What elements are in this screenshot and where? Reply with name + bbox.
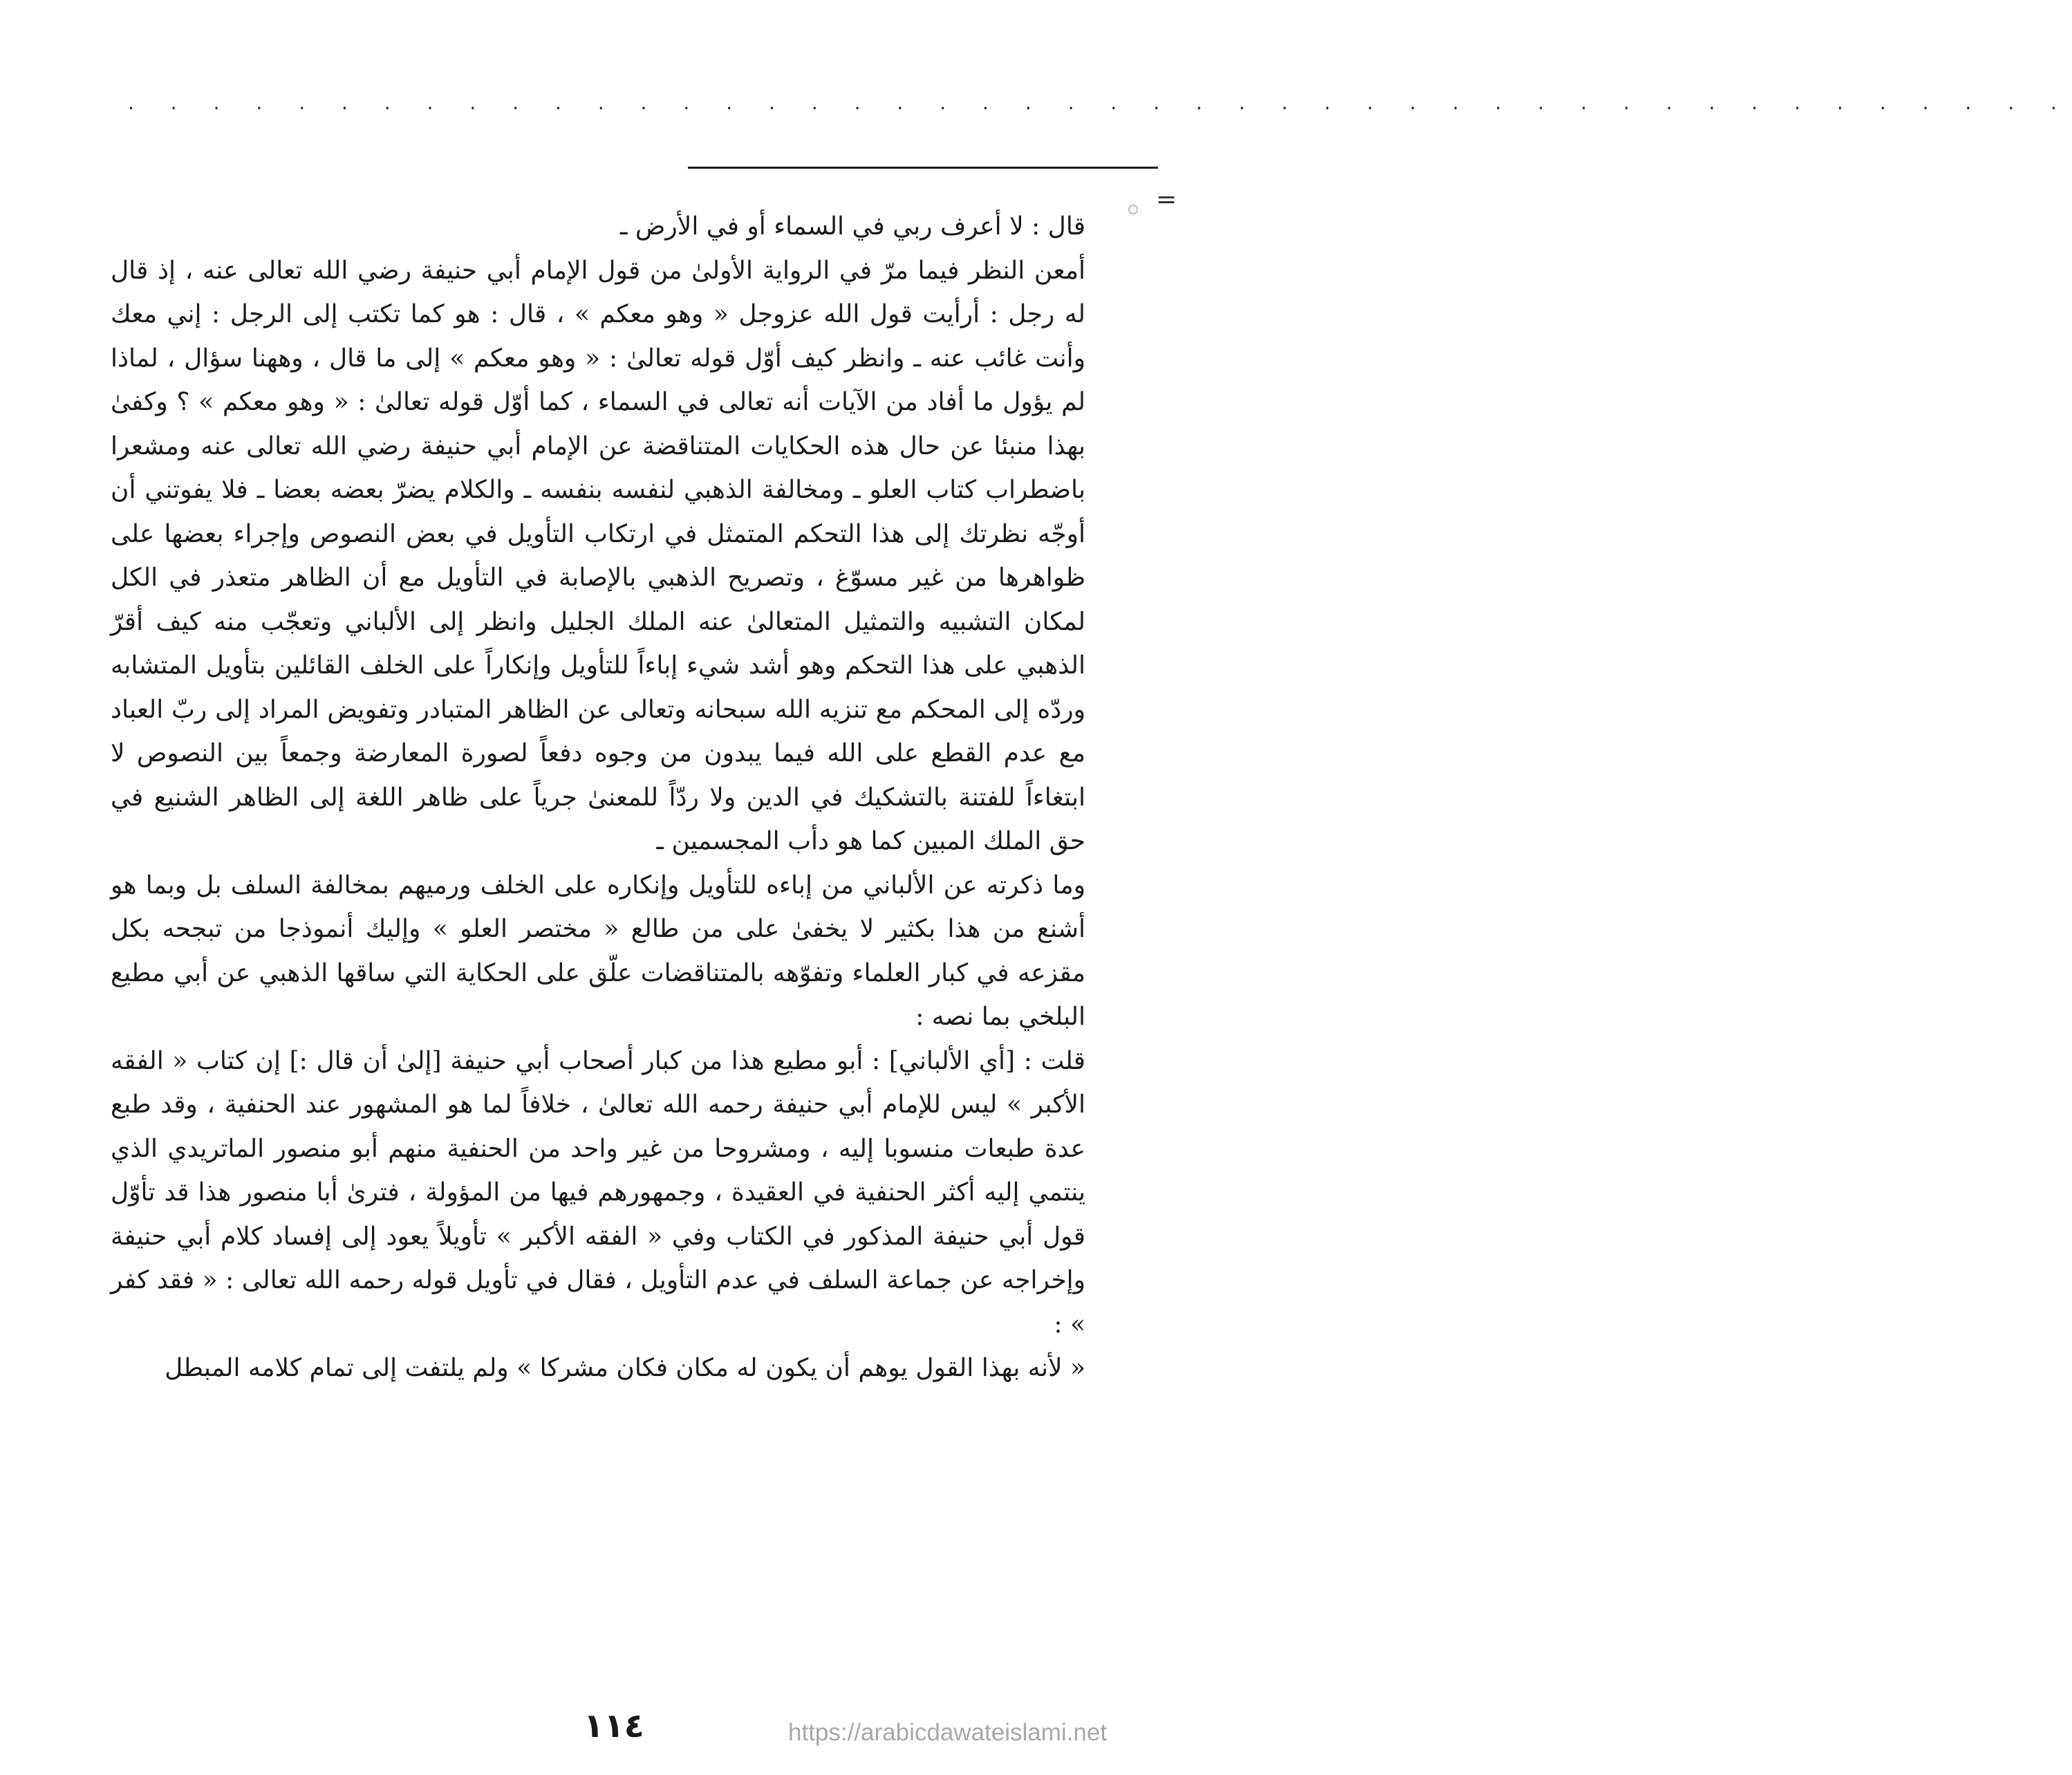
paragraph-3: وما ذكرته عن الألباني من إباءه للتأويل وإنكاره على الخلف ورميهم بمخالفة السلف بل وبما هو أشنع من هذا بكثير لا يخفىٰ على من طالع « مختصر العلو » وإليك أنموذجا من تبجحه بكل مقزعه في كبار العلماء وتفوّهه بالمتناقضات علّق على الحكاية التي ساقها الذهبي عن أبي مطيع البلخي بما نصه :: [111, 871, 1085, 1031]
dotted-separator: · · · · · · · · · · · · · · · · · · · · · · · · · · · · · · · · · · · · · · · · · · · · · ·: [128, 97, 2072, 120]
paragraph-5: « لأنه بهذا القول يوهم أن يكون له مكان فكان مشركا » ولم يلتفت إلى تمام كلامه المبطل: [165, 1354, 1085, 1382]
margin-circle-icon: [1128, 205, 1138, 214]
page-body: [111, 205, 1085, 1391]
header-rule: [688, 167, 1158, 169]
paragraph-1: قال : لا أعرف ربي في السماء أو في الأرض ـ: [619, 212, 1085, 241]
paragraph-4: قلت : [أي الألباني] : أبو مطيع هذا من كبار أصحاب أبي حنيفة [إلىٰ أن قال :] إن كتاب « الفقه الأكبر » ليس للإمام أبي حنيفة رحمه الله تعالىٰ ، خلافاً لما هو المشهور عند الحنفية ، وقد طبع عدة طبعات منسوبا إليه ، ومشروحا من غير واحد من الحنفية منهم أبو منصور الماتريدي الذي ينتمي إليه أكثر الحنفية في العقيدة ، وجمهورهم فيها من المؤولة ، فترىٰ أبا منصور هذا قد تأوّل قول أبي حنيفة المذكور في الكتاب وفي « الفقه الأكبر » تأويلاً يعود إلى إفساد كلام أبي حنيفة وإخراجه عن جماعة السلف في عدم التأويل ، فقال في تأويل قوله رحمه الله تعالى : « فقد كفر » :: [111, 1046, 1085, 1339]
paragraph-2: أمعن النظر فيما مرّ في الرواية الأولىٰ من قول الإمام أبي حنيفة رضي الله تعالى عنه ، إذ قال له رجل : أرأيت قول الله عزوجل « وهو معكم » ، قال : هو كما تكتب إلى الرجل : إني معك وأنت غائب عنه ـ وانظر كيف أوّل قوله تعالىٰ : « وهو معكم » إلى ما قال ، وههنا سؤال ، لماذا لم يؤول ما أفاد من الآيات أنه تعالى في السماء ، كما أوّل قوله تعالىٰ : « وهو معكم » ؟ وكفىٰ بهذا منبئا عن حال هذه الحكايات المتناقضة عن الإمام أبي حنيفة رضي الله تعالى عنه ومشعرا باضطراب كتاب العلو ـ ومخالفة الذهبي لنفسه بنفسه ـ والكلام يضرّ بعضه بعضا ـ فلا يفوتني أن أوجّه نظرتك إلى هذا التحكم المتمثل في ارتكاب التأويل في بعض النصوص وإجراء بعضها على ظواهرها من غير مسوّغ ، وتصريح الذهبي بالإصابة في التأويل مع أن الظاهر متعذر في الكل لمكان التشبيه والتمثيل المتعالىٰ عنه الملك الجليل وانظر إلى الألباني وتعجّب منه كيف أقرّ الذهبي على هذا التحكم وهو أشد شيء إباءاً للتأويل وإنكاراً على الخلف القائلين بتأويل المتشابه وردّه إلى المحكم مع تنزيه الله سبحانه وتعالى عن الظاهر المتبادر وتفويض المراد إلى ربّ العباد مع عدم القطع على الله فيما يبدون من وجوه دفعاً لصورة المعارضة وجمعاً بين النصوص لا ابتغاءاً للفتنة بالتشكيك في الدين ولا ردّاً للمعنىٰ جرياً على ظاهر اللغة إلى الظاهر الشنيع في حق الملك المبين كما هو دأب المجسمين ـ: [111, 256, 1086, 855]
watermark-url: https://arabicdawateislami.net: [788, 1719, 1108, 1746]
page-number: ١١٤: [584, 1707, 644, 1745]
margin-equals-mark: =: [1156, 185, 1177, 214]
